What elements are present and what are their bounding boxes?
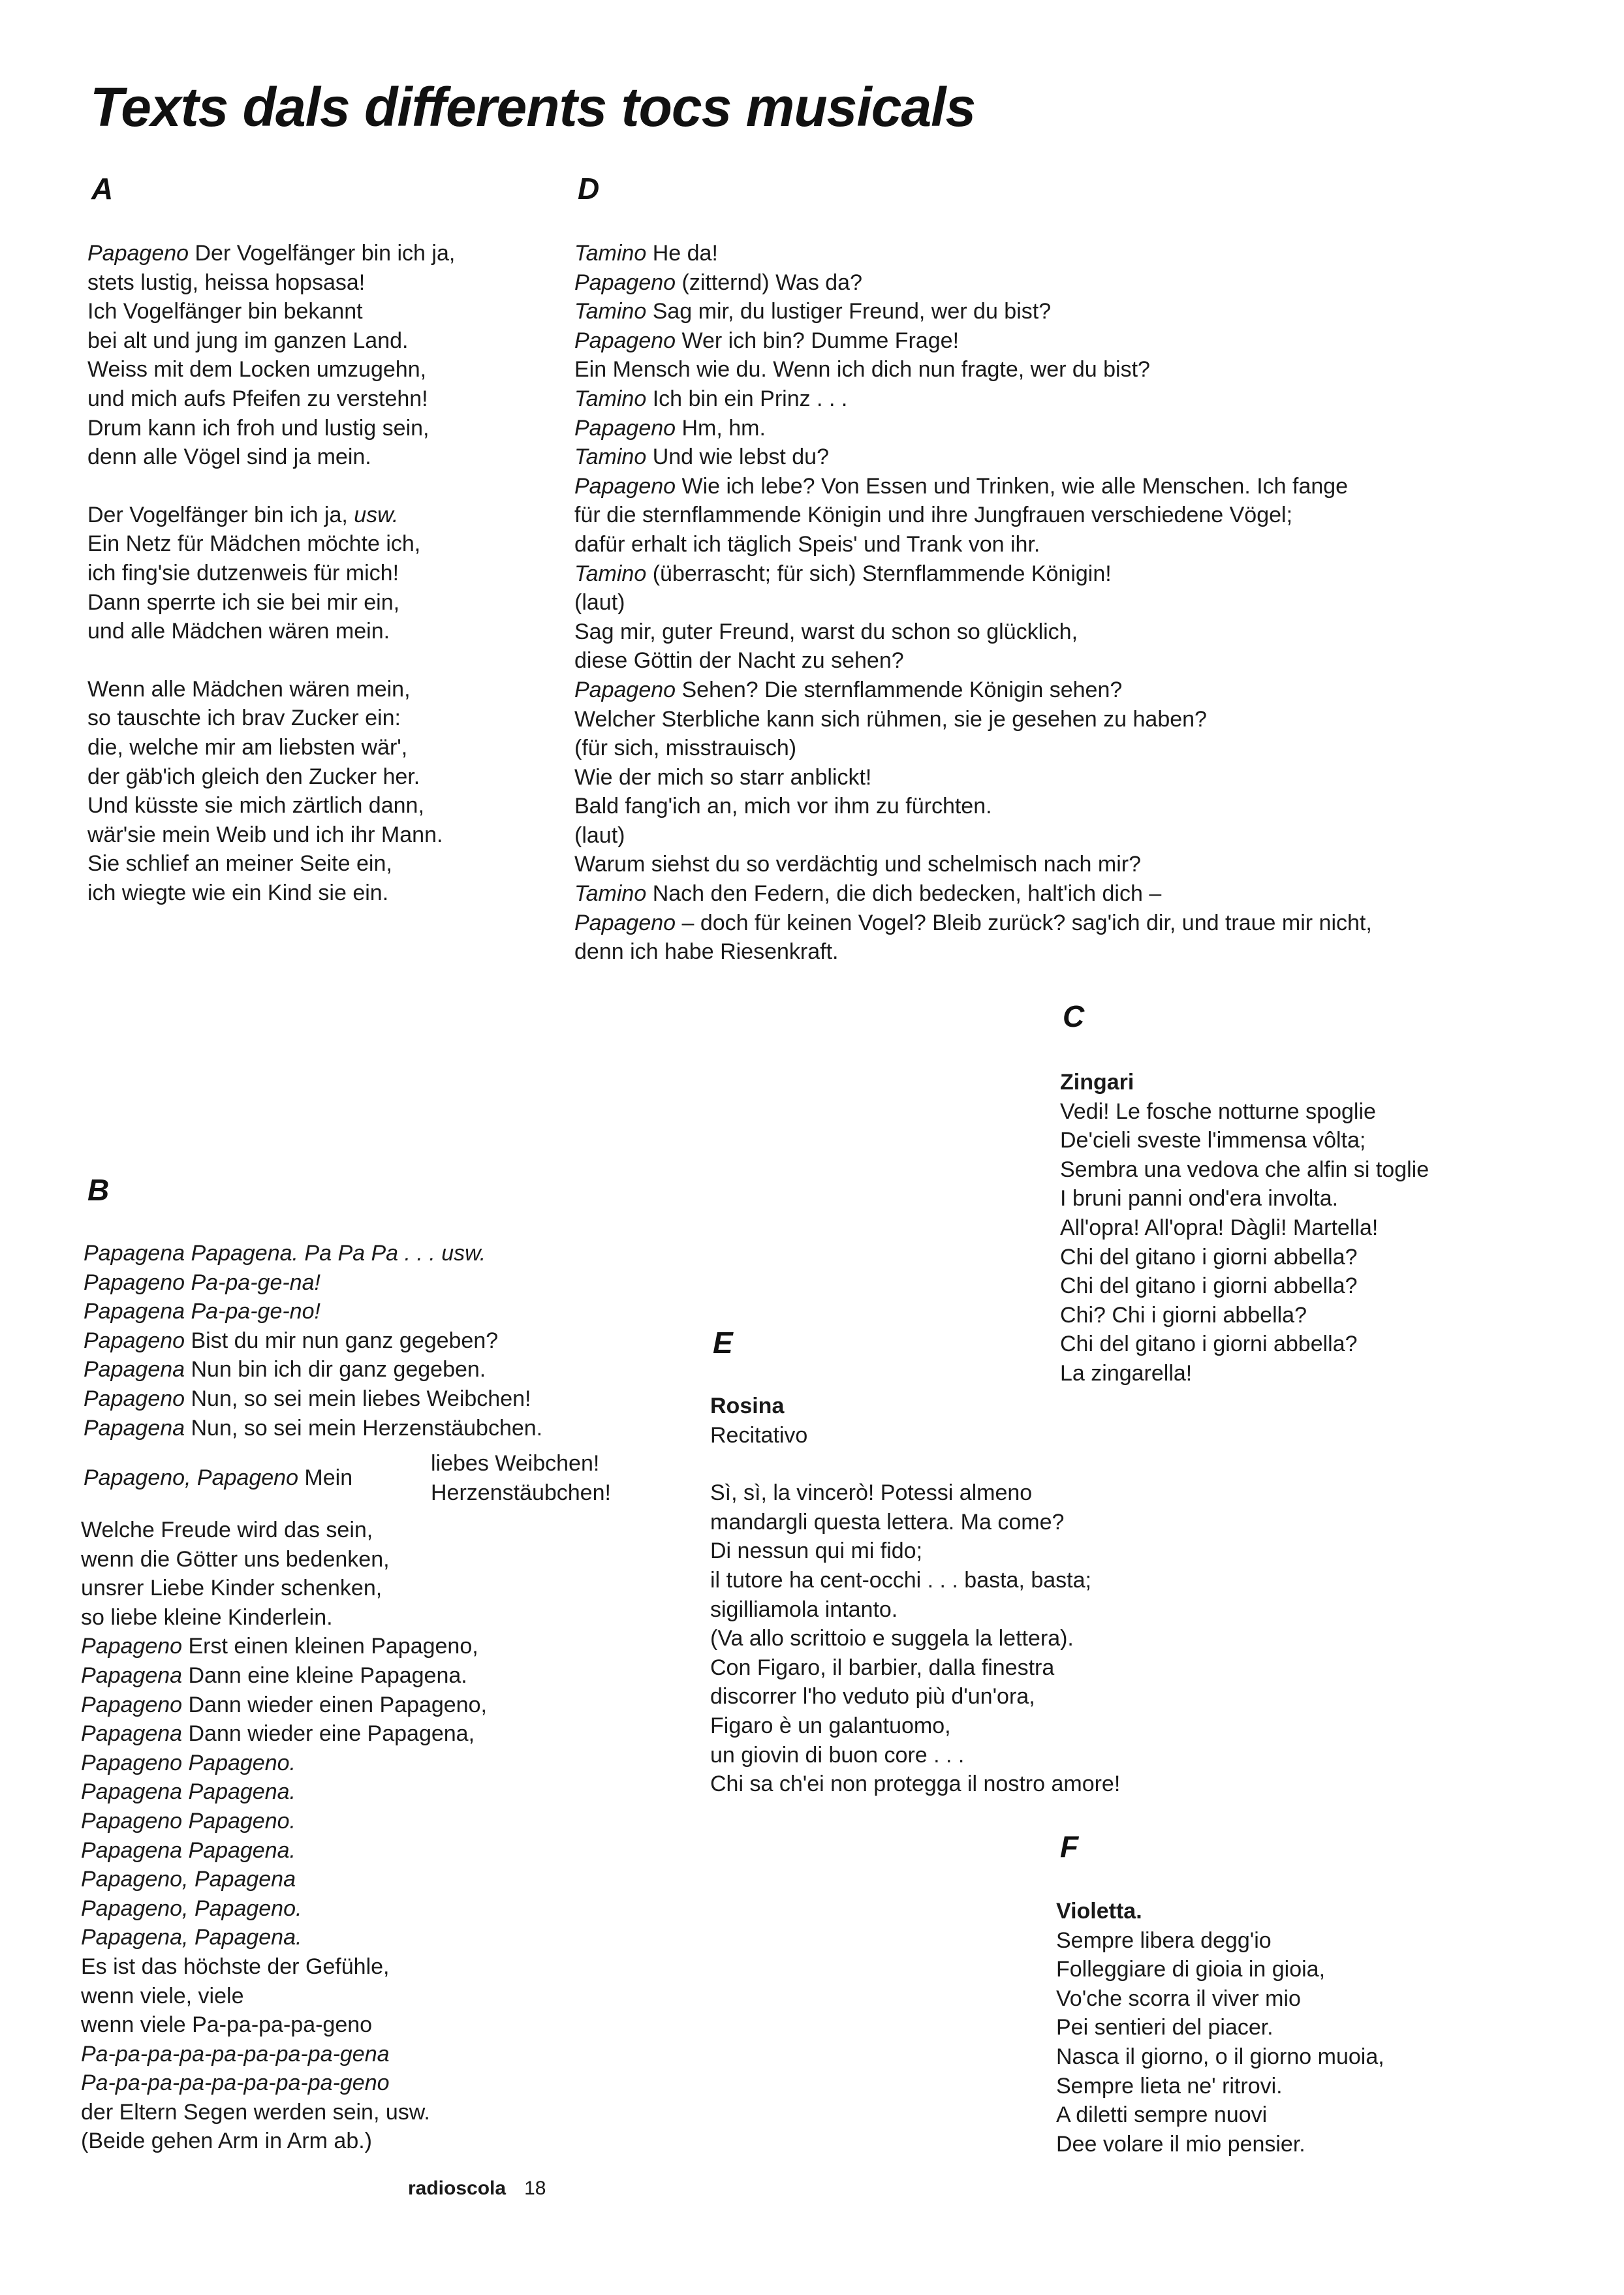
speaker-name: Papageno <box>574 415 676 441</box>
line-text: und mich aufs Pfeifen zu verstehn! <box>87 386 428 411</box>
stanza-gap <box>87 646 455 675</box>
text-line <box>710 1653 1120 1683</box>
section-e-recitative <box>710 1478 1120 1799</box>
dual-speakers: Papageno, Papageno <box>84 1465 298 1490</box>
speaker-name: Papageno <box>574 910 676 935</box>
line-text: Chi del gitano i giorni abbella? <box>1060 1332 1358 1357</box>
text-line <box>574 443 1372 472</box>
speaker-name: Papageno <box>81 1634 183 1659</box>
text-line <box>574 268 1372 298</box>
line-text: denn ich habe Riesenkraft. <box>574 939 839 965</box>
line-text: Chi del gitano i giorni abbella? <box>1060 1273 1358 1299</box>
speaker-name: Papageno <box>84 1386 185 1411</box>
text-line <box>87 849 455 879</box>
line-text: Es ist das höchste der Gefühle, <box>81 1954 390 1979</box>
line-text: Chi del gitano i giorni abbella? <box>1060 1244 1358 1270</box>
section-d-letter: D <box>578 172 600 206</box>
line-text: Bist du mir nun ganz gegeben? <box>185 1328 499 1353</box>
speaker-name: Papageno <box>574 473 676 499</box>
section-e-heading: Rosina <box>710 1394 785 1418</box>
section-a-letter: A <box>91 172 114 206</box>
speaker-name: Papagena <box>81 1779 183 1805</box>
line-text: Der Vogelfänger bin ich ja, <box>87 502 354 527</box>
speaker-name: Tamino <box>574 561 647 586</box>
line-text-italic: Pa-pa-pa-pa-pa-pa-pa-pa-geno <box>81 2070 390 2096</box>
text-line <box>710 1624 1120 1653</box>
line-text: Welche Freude wird das sein, <box>81 1518 373 1542</box>
page-number: 18 <box>524 2178 546 2199</box>
text-line <box>81 1691 487 1720</box>
text-line <box>81 1952 487 1982</box>
speaker-name: Papageno <box>84 1328 185 1353</box>
line-text: Folleggiare di gioia in gioia, <box>1056 1957 1326 1982</box>
text-line <box>81 1777 487 1807</box>
section-e-block <box>710 1392 1120 1799</box>
line-text: wenn viele, viele <box>81 1983 244 2008</box>
text-line <box>574 617 1372 647</box>
speaker-name: Papageno <box>574 677 676 702</box>
section-c-lyrics <box>1060 1097 1429 1388</box>
section-c-letter: C <box>1063 999 1085 1033</box>
line-text: Warum siehst du so verdächtig und schelmisch nach mir? <box>574 852 1141 877</box>
text-line <box>1060 1184 1429 1213</box>
line-text: die, welche mir am liebsten wär', <box>87 734 408 760</box>
section-b-lyrics-top <box>84 1239 542 1443</box>
speaker-name: Tamino <box>574 881 647 907</box>
section-c-block <box>1060 1068 1429 1388</box>
text-line <box>87 820 455 850</box>
line-text: Vedi! Le fosche notturne spoglie <box>1060 1099 1376 1124</box>
text-line <box>574 937 1372 967</box>
line-text: un giovin di buon core . . . <box>710 1742 965 1768</box>
line-text: Bald fang'ich an, mich vor ihm zu fürchten. <box>574 794 992 819</box>
line-text-italic: Pa-pa-pa-pa-pa-pa-pa-pa-gena <box>81 2041 390 2067</box>
text-line <box>87 414 455 443</box>
section-c-heading: Zingari <box>1060 1070 1134 1095</box>
line-text-italic: Papagena. <box>188 1925 302 1950</box>
text-line <box>574 850 1372 879</box>
text-line <box>81 1865 487 1894</box>
text-line <box>574 705 1372 734</box>
speaker-name: Papageno <box>574 328 676 353</box>
text-line <box>574 909 1372 938</box>
line-text: Con Figaro, il barbier, dalla finestra <box>710 1655 1055 1680</box>
speaker-name: Papageno <box>87 241 189 266</box>
line-text: Sag mir, du lustiger Freund, wer du bist? <box>646 299 1052 324</box>
text-line <box>87 297 455 326</box>
text-line <box>574 734 1372 763</box>
text-line <box>84 1326 542 1356</box>
section-f-block <box>1056 1897 1384 2159</box>
text-line <box>81 2098 487 2127</box>
speaker-name: Papageno <box>81 1750 183 1775</box>
line-text: der Eltern Segen werden sein, usw. <box>81 2099 430 2125</box>
line-text: Sembra una vedova che alfin si toglie <box>1060 1157 1429 1182</box>
line-text: wenn die Götter uns bedenken, <box>81 1546 390 1572</box>
text-line <box>87 443 455 472</box>
line-text-italic: Papagena. <box>182 1779 296 1805</box>
text-line <box>710 1682 1120 1711</box>
text-line <box>710 1508 1120 1537</box>
text-line <box>81 1545 487 1574</box>
text-line <box>574 414 1372 443</box>
text-line <box>574 792 1372 821</box>
text-line <box>87 384 455 414</box>
line-text: Chi sa ch'ei non protegga il nostro amore! <box>710 1772 1121 1797</box>
text-line <box>1060 1126 1429 1155</box>
text-line <box>87 268 455 298</box>
text-line <box>81 1807 487 1836</box>
dual-option-1: liebes Weibchen! <box>431 1451 600 1476</box>
line-text: Nun, so sei mein liebes Weibchen! <box>185 1386 531 1411</box>
line-text-italic: usw. <box>354 502 399 527</box>
line-text: unsrer Liebe Kinder schenken, <box>81 1576 383 1601</box>
text-line <box>87 501 455 530</box>
text-line <box>84 1384 542 1414</box>
line-text: Wer ich bin? Dumme Frage! <box>676 328 960 353</box>
text-line <box>81 1574 487 1603</box>
text-line <box>1056 1926 1384 1956</box>
line-text: Sempre lieta ne' ritrovi. <box>1056 2073 1283 2099</box>
text-line <box>1056 2130 1384 2159</box>
line-text-italic: Papagena. Pa Pa Pa . . . usw. <box>185 1241 486 1266</box>
page-footer <box>408 2178 546 2200</box>
text-line <box>87 762 455 792</box>
text-line <box>1060 1301 1429 1330</box>
line-text: Erst einen kleinen Papageno, <box>182 1634 478 1659</box>
line-text: Dann eine kleine Papagena. <box>182 1663 467 1688</box>
line-text: Ein Mensch wie du. Wenn ich dich nun fragte, wer du bist? <box>574 357 1150 382</box>
speaker-name: Papagena <box>84 1241 185 1266</box>
text-line <box>710 1566 1120 1595</box>
text-line <box>81 1836 487 1866</box>
text-line <box>87 239 455 268</box>
line-text: Wenn alle Mädchen wären mein, <box>87 676 411 702</box>
text-line <box>710 1770 1120 1799</box>
text-line <box>574 501 1372 530</box>
line-text: Sie schlief an meiner Seite ein, <box>87 851 392 877</box>
section-e-letter: E <box>713 1326 733 1360</box>
line-text: Dann wieder eine Papagena, <box>182 1721 475 1747</box>
text-line <box>81 1603 487 1632</box>
line-text: dafür erhalt ich täglich Speis' und Trank von ihr. <box>574 531 1040 557</box>
text-line <box>84 1297 542 1326</box>
line-text: (Beide gehen Arm in Arm ab.) <box>81 2129 373 2154</box>
line-text: Welcher Sterbliche kann sich rühmen, sie je gesehen zu haben? <box>574 706 1207 732</box>
speaker-name: Papagena <box>81 1837 183 1863</box>
text-line <box>84 1239 542 1268</box>
page-title: Texts dals differents tocs musicals <box>90 76 976 138</box>
line-text: Der Vogelfänger bin ich ja, <box>189 241 456 266</box>
text-line <box>81 1516 487 1545</box>
speaker-name: Tamino <box>574 241 647 266</box>
section-f-heading: Violetta. <box>1056 1899 1142 1924</box>
line-text: La zingarella! <box>1060 1360 1193 1386</box>
text-line <box>710 1478 1120 1508</box>
line-text-italic: Papageno. <box>188 1896 302 1921</box>
line-text: ich wiegte wie ein Kind sie ein. <box>87 880 389 905</box>
text-line <box>81 1749 487 1778</box>
section-d-dialogue <box>574 239 1372 967</box>
line-text: so tauschte ich brav Zucker ein: <box>87 706 401 731</box>
text-line <box>87 355 455 384</box>
line-text: Nun bin ich dir ganz gegeben. <box>185 1357 486 1382</box>
text-line <box>574 676 1372 705</box>
speaker-name: Papagena <box>84 1357 185 1382</box>
text-line <box>81 1923 487 1952</box>
line-text: für die sternflammende Königin und ihre Jungfrauen verschiedene Vögel; <box>574 503 1293 528</box>
line-text: Sempre libera degg'io <box>1056 1928 1272 1953</box>
text-line <box>574 326 1372 356</box>
line-text: (überrascht; für sich) Sternflammende Königin! <box>646 561 1112 586</box>
text-line <box>81 1661 487 1691</box>
text-line <box>574 879 1372 909</box>
line-text: (laut) <box>574 590 625 616</box>
speaker-name: Papageno <box>84 1270 185 1295</box>
line-text: Ein Netz für Mädchen möchte ich, <box>87 531 421 557</box>
speaker-name: Papageno, <box>81 1896 189 1921</box>
dual-option-2: Herzenstäubchen! <box>431 1480 611 1505</box>
section-b-dual-line <box>84 1463 352 1493</box>
line-text-italic: Pa-pa-ge-na! <box>185 1270 320 1295</box>
line-text: Vo'che scorra il viver mio <box>1056 1986 1301 2011</box>
text-line <box>574 384 1372 414</box>
text-line <box>87 588 455 617</box>
text-line <box>1056 2072 1384 2101</box>
line-text: Hm, hm. <box>676 415 766 441</box>
text-line <box>574 472 1372 501</box>
line-text: so liebe kleine Kinderlein. <box>81 1604 333 1630</box>
line-text: bei alt und jung im ganzen Land. <box>87 328 409 353</box>
line-text: Nasca il giorno, o il giorno muoia, <box>1056 2044 1384 2069</box>
line-text: A diletti sempre nuovi <box>1056 2102 1268 2128</box>
line-text: Dee volare il mio pensier. <box>1056 2131 1305 2157</box>
line-text: discorrer l'ho veduto più d'un'ora, <box>710 1684 1035 1710</box>
line-text: Chi? Chi i giorni abbella? <box>1060 1302 1307 1328</box>
text-line <box>87 704 455 733</box>
speaker-name: Papagena <box>81 1663 183 1688</box>
line-text: Nach den Federn, die dich bedecken, halt'ich dich – <box>646 881 1162 907</box>
line-text: Sehen? Die sternflammende Königin sehen? <box>676 677 1123 702</box>
line-text: wenn viele Pa-pa-pa-pa-geno <box>81 2012 373 2038</box>
line-text: Dann wieder einen Papageno, <box>182 1692 487 1717</box>
line-text: Ich bin ein Prinz . . . <box>646 386 848 411</box>
line-text: Pei sentieri del piacer. <box>1056 2015 1273 2040</box>
text-line <box>81 1982 487 2011</box>
line-text: il tutore ha cent-occhi . . . basta, basta; <box>710 1567 1091 1593</box>
text-line <box>1060 1213 1429 1243</box>
line-text: Wie der mich so starr anblickt! <box>574 764 872 790</box>
text-line <box>1060 1272 1429 1301</box>
speaker-name: Papagena, <box>81 1925 189 1950</box>
text-line <box>710 1741 1120 1770</box>
footer-publication: radioscola <box>408 2178 507 2199</box>
line-text: diese Göttin der Nacht zu sehen? <box>574 648 904 674</box>
speaker-name: Papagena <box>81 1721 183 1747</box>
line-text: Und küsste sie mich zärtlich dann, <box>87 793 424 819</box>
line-text: Drum kann ich froh und lustig sein, <box>87 415 429 441</box>
line-text-italic: Papageno. <box>182 1750 296 1775</box>
line-text: und alle Mädchen wären mein. <box>87 619 390 644</box>
line-text: – doch für keinen Vogel? Bleib zurück? sag'ich dir, und traue mir nicht, <box>676 910 1372 935</box>
section-e-subheading: Recitativo <box>710 1422 808 1448</box>
text-line <box>87 733 455 762</box>
text-line <box>81 2010 487 2040</box>
line-text: All'opra! All'opra! Dàgli! Martella! <box>1060 1215 1379 1240</box>
speaker-name: Papageno <box>81 1808 183 1834</box>
line-text: Nun, so sei mein Herzenstäubchen. <box>185 1415 543 1441</box>
text-line <box>574 646 1372 676</box>
text-line <box>574 297 1372 326</box>
text-line <box>574 588 1372 617</box>
text-line <box>574 559 1372 589</box>
text-line <box>87 326 455 356</box>
line-text: Ich Vogelfänger bin bekannt <box>87 299 363 324</box>
line-text-italic: Papageno. <box>182 1808 296 1834</box>
text-line <box>1060 1155 1429 1185</box>
section-a-lyrics <box>87 239 455 907</box>
line-text: Wie ich lebe? Von Essen und Trinken, wie alle Menschen. Ich fange <box>676 473 1349 499</box>
text-line <box>1056 2042 1384 2072</box>
text-line <box>81 2040 487 2069</box>
text-line <box>1056 2100 1384 2130</box>
text-line <box>87 879 455 908</box>
speaker-name: Tamino <box>574 299 647 324</box>
line-text: stets lustig, heissa hopsasa! <box>87 270 366 295</box>
text-line <box>1060 1330 1429 1359</box>
speaker-name: Papageno, <box>81 1867 189 1892</box>
text-line <box>1056 2013 1384 2042</box>
section-b-letter: B <box>87 1173 110 1207</box>
line-text: Di nessun qui mi fido; <box>710 1538 923 1564</box>
line-text: (für sich, misstrauisch) <box>574 736 797 761</box>
line-text: (Va allo scrittoio e suggela la lettera). <box>710 1626 1074 1651</box>
text-line <box>84 1355 542 1384</box>
line-text: (zitternd) Was da? <box>676 270 862 295</box>
text-line <box>1060 1243 1429 1272</box>
text-line <box>574 355 1372 384</box>
line-text: der gäb'ich gleich den Zucker her. <box>87 764 420 789</box>
line-text: I bruni panni ond'era involta. <box>1060 1186 1339 1211</box>
line-text-italic: Papagena <box>188 1867 296 1892</box>
text-line <box>87 529 455 559</box>
dual-mein: Mein <box>298 1465 353 1490</box>
text-line <box>710 1711 1120 1741</box>
text-line <box>574 239 1372 268</box>
line-text: He da! <box>646 241 718 266</box>
line-text-italic: Pa-pa-ge-no! <box>185 1299 320 1324</box>
text-line <box>87 675 455 704</box>
line-text: De'cieli sveste l'immensa vôlta; <box>1060 1128 1366 1153</box>
text-line <box>81 1894 487 1924</box>
text-line <box>84 1268 542 1298</box>
text-line <box>81 1719 487 1749</box>
line-text: Sag mir, guter Freund, warst du schon so glücklich, <box>574 619 1078 644</box>
speaker-name: Tamino <box>574 386 647 411</box>
text-line <box>574 821 1372 851</box>
text-line <box>574 763 1372 792</box>
text-line <box>710 1537 1120 1566</box>
section-b-lyrics-bottom <box>81 1516 487 2156</box>
line-text: Sì, sì, la vincerò! Potessi almeno <box>710 1480 1033 1506</box>
speaker-name: Papagena <box>84 1299 185 1324</box>
speaker-name: Papageno <box>81 1692 183 1717</box>
text-line <box>87 791 455 820</box>
line-text: sigilliamola intanto. <box>710 1597 898 1622</box>
text-line <box>81 2127 487 2156</box>
line-text: ich fing'sie dutzenweis für mich! <box>87 560 399 585</box>
line-text: (laut) <box>574 822 625 848</box>
speaker-name: Tamino <box>574 445 647 470</box>
text-line <box>1060 1359 1429 1388</box>
text-line <box>87 559 455 588</box>
line-text: denn alle Vögel sind ja mein. <box>87 445 371 470</box>
line-text: Figaro è un galantuomo, <box>710 1713 951 1738</box>
line-text: mandargli questa lettera. Ma come? <box>710 1509 1065 1535</box>
stanza-gap <box>87 472 455 501</box>
text-line <box>1056 1955 1384 1984</box>
text-line <box>84 1414 542 1443</box>
text-line <box>574 530 1372 559</box>
section-f-letter: F <box>1060 1830 1079 1864</box>
line-text-italic: Papagena. <box>182 1837 296 1863</box>
text-line <box>710 1595 1120 1625</box>
text-line <box>87 617 455 646</box>
line-text: Dann sperrte ich sie bei mir ein, <box>87 589 400 615</box>
line-text: Weiss mit dem Locken umzugehn, <box>87 357 427 382</box>
section-b-dual-options <box>431 1449 611 1507</box>
line-text: wär'sie mein Weib und ich ihr Mann. <box>87 822 443 847</box>
speaker-name: Papagena <box>84 1415 185 1441</box>
line-text: Und wie lebst du? <box>646 445 829 470</box>
text-line <box>1056 1984 1384 2014</box>
text-line <box>81 1632 487 1661</box>
speaker-name: Papageno <box>574 270 676 295</box>
text-line <box>81 2069 487 2098</box>
section-f-lyrics <box>1056 1926 1384 2159</box>
text-line <box>1060 1097 1429 1127</box>
